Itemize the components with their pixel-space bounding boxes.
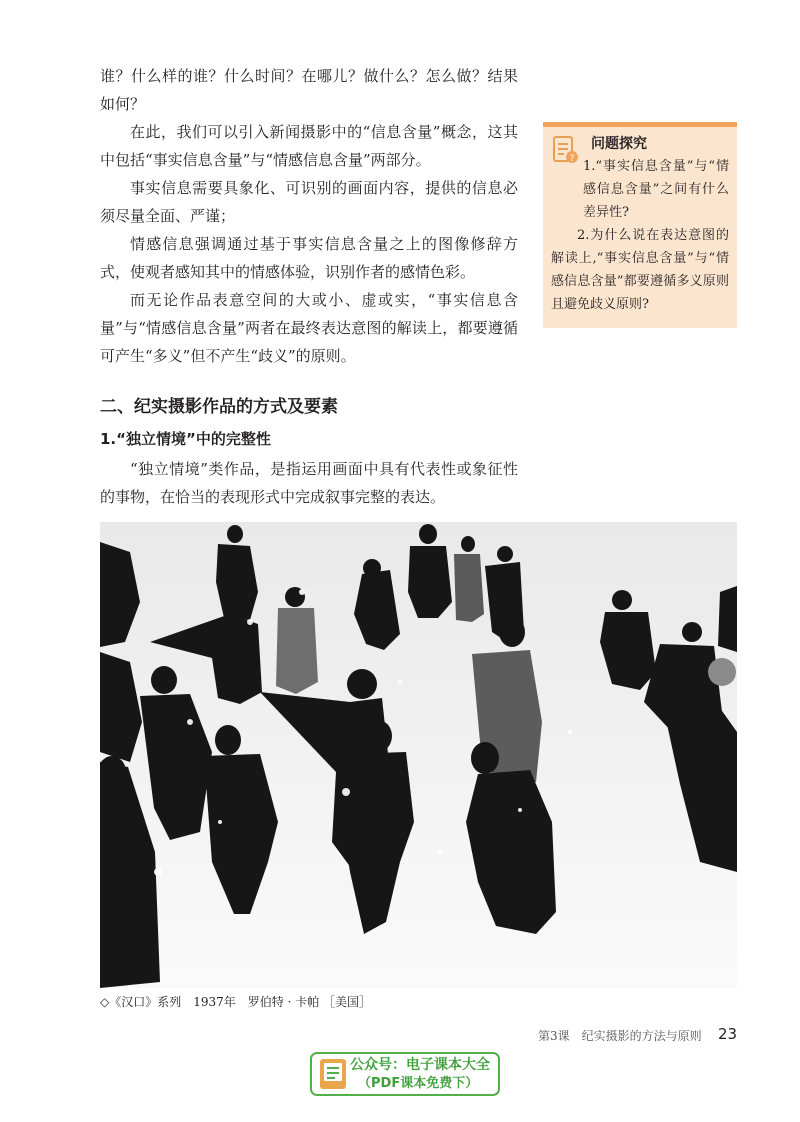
section-paragraph: “独立情境”类作品，是指运用画面中具有代表性或象征性的事物，在恰当的表现形式中完成叙事完整的表达。 (100, 460, 518, 506)
watermark-line-1: 公众号：电子课本大全 (350, 1057, 490, 1073)
section-heading: 二、纪实摄影作品的方式及要素 (100, 397, 338, 417)
watermark-badge[interactable] (310, 1052, 500, 1096)
sidebar-question-1: 1.“事实信息含量”与“情感信息含量”之间有什么差异性? (583, 159, 729, 220)
body-paragraph-3: 事实信息需要具象化、可识别的画面内容，提供的信息必须尽量全面、严谨； (100, 179, 518, 225)
photo-illustration (100, 522, 737, 988)
watermark-line-2: （PDF课本免费下） (358, 1076, 479, 1091)
sub-heading: 1.“独立情境”中的完整性 (100, 430, 271, 448)
document-question-icon (551, 135, 579, 165)
book-logo-icon (318, 1057, 348, 1091)
snowball-fight-photo (100, 522, 737, 988)
sidebar-title: 问题探究 (591, 136, 647, 152)
inquiry-sidebar (543, 122, 737, 328)
body-paragraph-5: 而无论作品表意空间的大或小、虚或实，“事实信息含量”与“情感信息含量”两者在最终表达意图的解读上，都要遵循可产生“多义”但不产生“歧义”的原则。 (100, 291, 518, 365)
page-number: 23 (718, 1025, 738, 1043)
figure-caption: ◇《汉口》系列 1937年 罗伯特 · 卡帕 ［美国］ (100, 995, 372, 1009)
footer-lesson-title: 第3课 纪实摄影的方法与原则 (538, 1029, 702, 1043)
sidebar-question-2: 2.为什么说在表达意图的解读上,“事实信息含量”与“情感信息含量”都要遵循多义原则且避免歧义原则? (551, 228, 729, 312)
body-paragraph-4: 情感信息强调通过基于事实信息含量之上的图像修辞方式，使观者感知其中的情感体验，识别作者的感情色彩。 (100, 235, 518, 281)
svg-text:?: ? (569, 154, 575, 164)
body-paragraph-1: 谁？什么样的谁？什么时间？在哪儿？做什么？怎么做？结果如何？ (100, 67, 518, 113)
body-paragraph-2: 在此，我们可以引入新闻摄影中的“信息含量”概念，这其中包括“事实信息含量”与“情感信息含量”两部分。 (100, 123, 518, 169)
